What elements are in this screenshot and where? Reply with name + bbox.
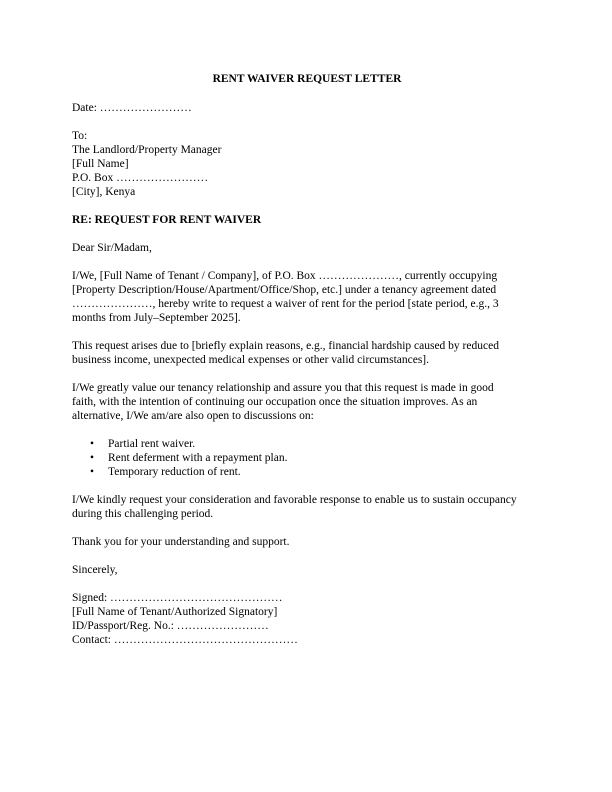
paragraph-line: I/We, [Full Name of Tenant / Company], of P.O. Box …………………, currently occupying (72, 270, 498, 282)
paragraph-request-consideration (72, 493, 542, 521)
signature-contact: Contact: ………………………………………… (72, 634, 298, 646)
signature-signed: Signed: ……………………………………… (72, 592, 283, 604)
recipient-line: The Landlord/Property Manager (72, 144, 222, 156)
paragraph-line: months from July–September 2025]. (72, 312, 241, 324)
paragraph-line: …………………, hereby write to request a waiver of rent for the period [state period, e.g., 3 (72, 298, 499, 310)
salutation: Dear Sir/Madam, (72, 242, 152, 254)
subject-line: RE: REQUEST FOR RENT WAIVER (72, 214, 262, 226)
paragraph-reasons (72, 339, 542, 367)
paragraph-line: I/We greatly value our tenancy relationship and assure you that this request is made in good (72, 382, 494, 394)
list-item (90, 437, 542, 451)
signature-id: ID/Passport/Reg. No.: …………………… (72, 620, 269, 632)
thanks-line: Thank you for your understanding and support. (72, 536, 290, 548)
list-item-text: Temporary reduction of rent. (108, 466, 241, 478)
list-item (90, 465, 542, 479)
paragraph-line: This request arises due to [briefly explain reasons, e.g., financial hardship caused by reduced (72, 340, 499, 352)
recipient-line: [Full Name] (72, 158, 129, 170)
signature-name: [Full Name of Tenant/Authorized Signatory] (72, 606, 278, 618)
paragraph-line: alternative, I/We am/are also open to discussions on: (72, 410, 314, 422)
paragraph-line: faith, with the intention of continuing our occupation once the situation improves. As an (72, 396, 478, 408)
bullet-icon: • (90, 466, 95, 478)
list-item-text: Rent deferment with a repayment plan. (108, 452, 288, 464)
paragraph-line: I/We kindly request your consideration and favorable response to enable us to sustain occupancy (72, 494, 517, 506)
recipient-line: [City], Kenya (72, 186, 136, 198)
bullet-icon: • (90, 438, 95, 450)
document-title: RENT WAIVER REQUEST LETTER (212, 73, 402, 85)
list-item-text: Partial rent waiver. (108, 438, 196, 450)
recipient-to: To: (72, 130, 88, 142)
date-line: Date: …………………… (72, 102, 192, 114)
options-list (72, 437, 542, 479)
closing-line: Sincerely, (72, 564, 118, 576)
recipient-block (72, 129, 542, 199)
list-item (90, 451, 542, 465)
paragraph-relationship (72, 381, 542, 423)
paragraph-request (72, 269, 542, 325)
letter-body (72, 72, 542, 647)
recipient-line: P.O. Box …………………… (72, 172, 209, 184)
bullet-icon: • (90, 452, 95, 464)
signature-block (72, 591, 542, 647)
paragraph-line: [Property Description/House/Apartment/Office/Shop, etc.] under a tenancy agreement dated (72, 284, 497, 296)
paragraph-line: during this challenging period. (72, 508, 214, 520)
paragraph-line: business income, unexpected medical expenses or other valid circumstances]. (72, 354, 430, 366)
